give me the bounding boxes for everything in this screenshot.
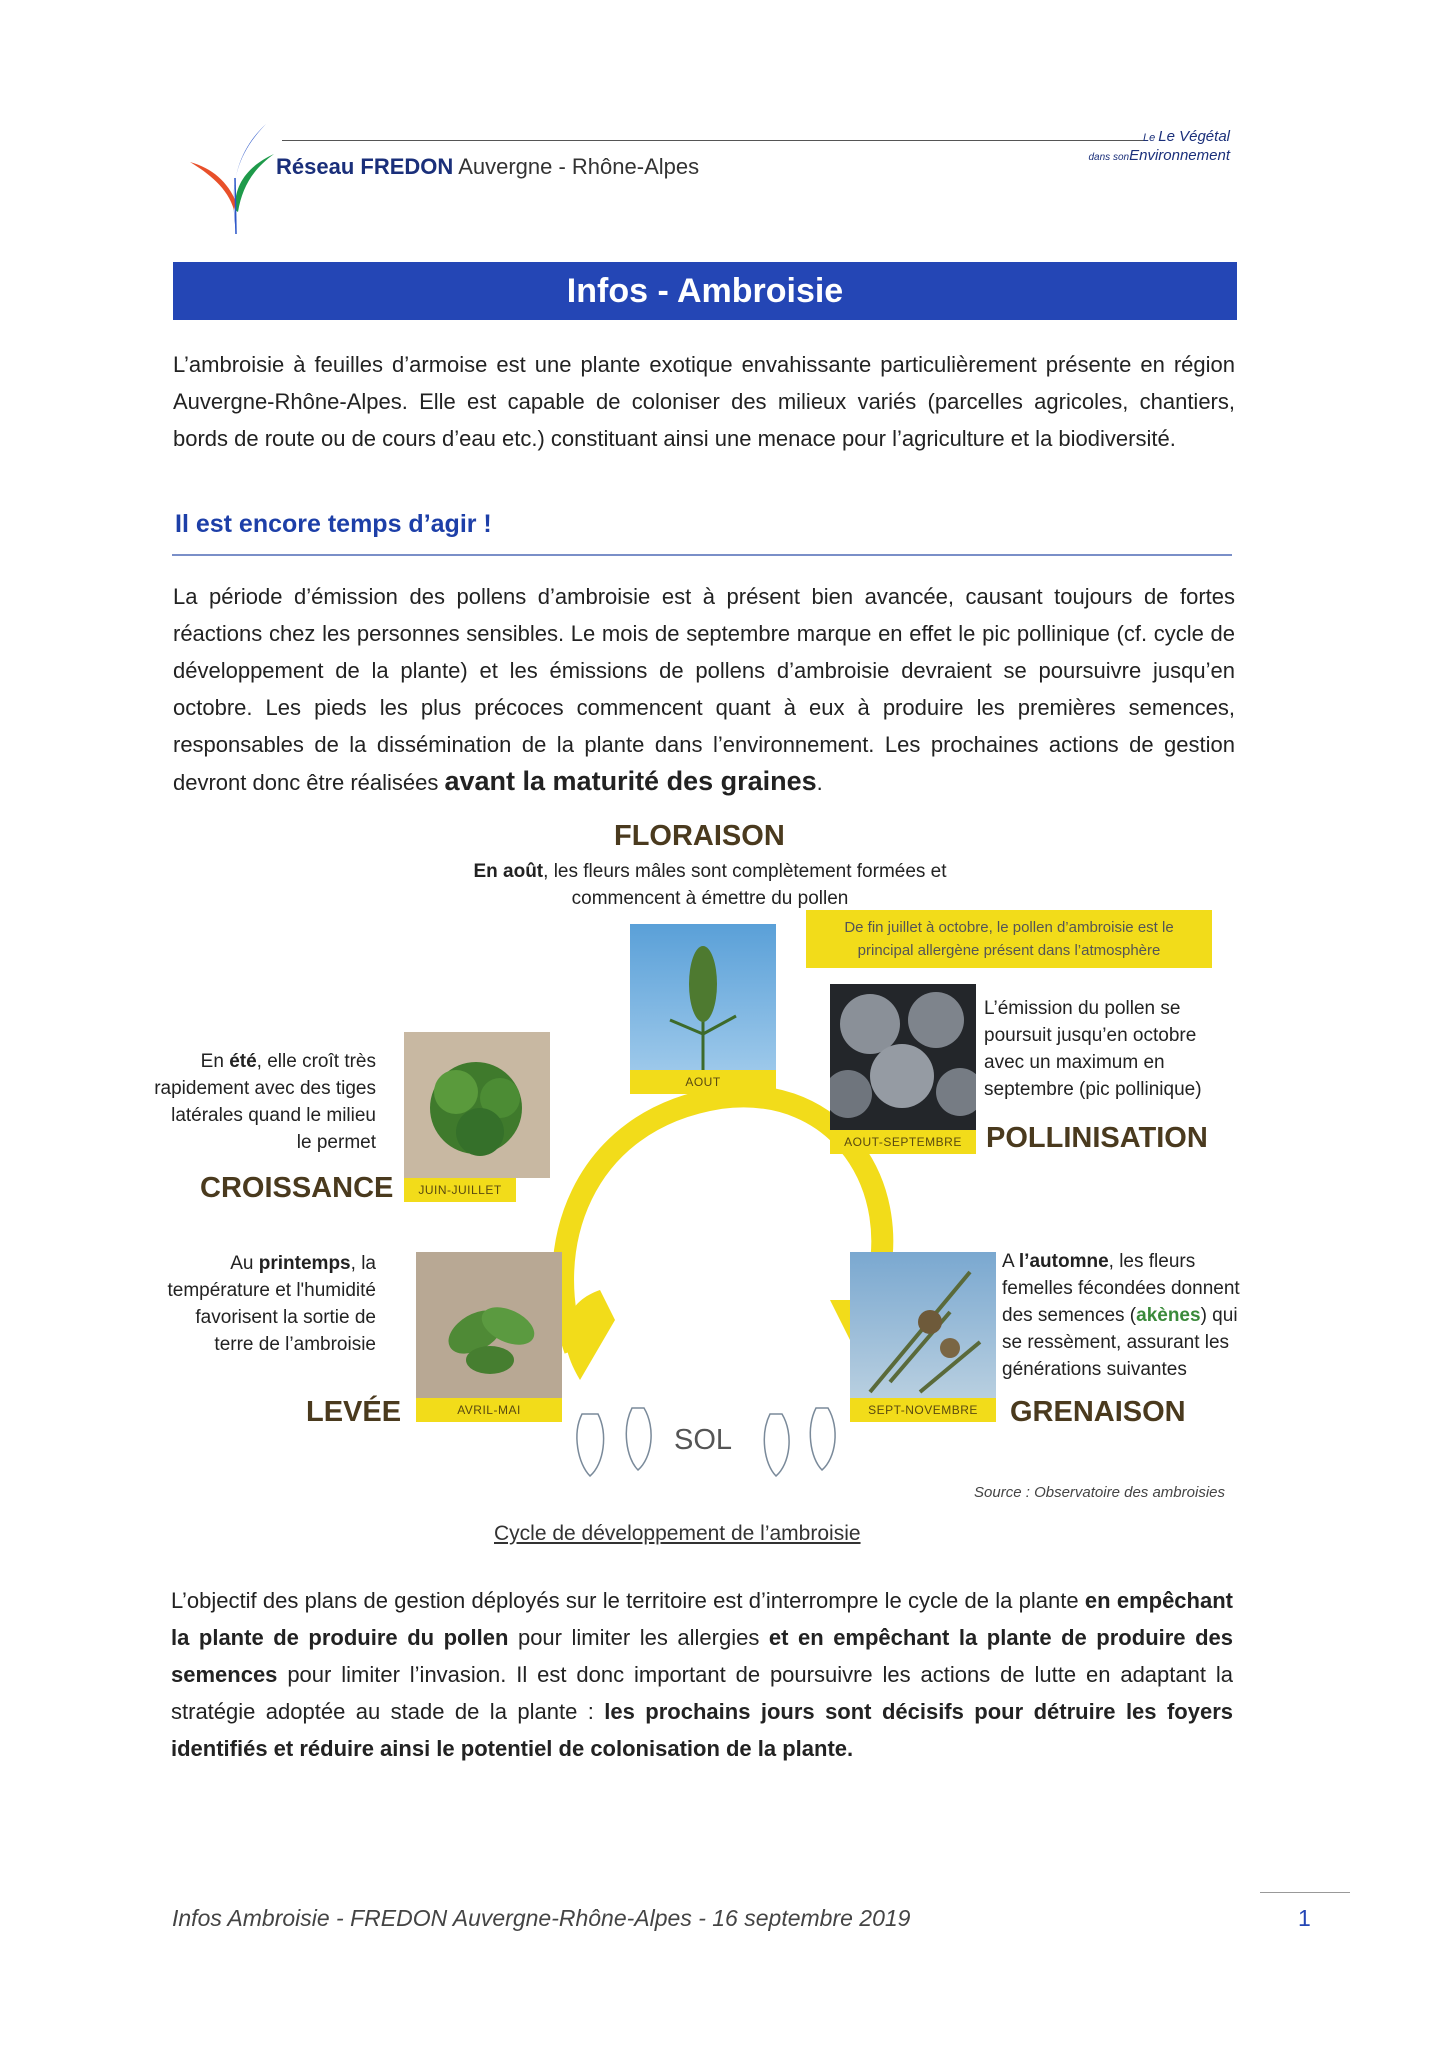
mgmt-t1: L’objectif des plans de gestion déployés sur le territoire est d’interrompre le cycle de la plante	[171, 1588, 1079, 1613]
grenaison-end: , les fleurs	[1108, 1251, 1196, 1272]
pollen-paragraph-text: La période d’émission des pollens d’ambroisie est à présent bien avancée, causant toujours de fortes réactions chez les personnes sensibles. Le mois de septembre marque en effet le pic pollinique (cf. cycle de développement de la plante) et les émissions de pollens d’ambroisie devraient se poursuivre jusqu’en octobre. Les pieds les plus précoces commencent quant à eux à produire les premières semences, responsables de la dissémination de la plante dans l’environnement. Les prochaines actions de gestion devront donc être réalisées	[173, 584, 1235, 795]
stage-croissance-title: CROISSANCE	[200, 1172, 394, 1204]
floraison-line2: commencent à émettre du pollen	[571, 888, 849, 909]
stage-floraison-title: FLORAISON	[614, 820, 785, 852]
org-region: Auvergne - Rhône-Alpes	[458, 154, 700, 179]
stage-levee-title: LEVÉE	[306, 1396, 402, 1428]
mgmt-b3: les prochains jours sont décisifs pour détruire les foyers identifiés et réduire ainsi le potentiel de colonisation de la plante.	[171, 1699, 1233, 1761]
croissance-desc-line: latérales quand le milieu	[171, 1105, 376, 1126]
akenes-term: akènes	[1136, 1305, 1201, 1326]
levee-desc-line: température et l'humidité	[167, 1280, 376, 1301]
pollinisation-desc-line: septembre (pic pollinique)	[984, 1079, 1202, 1100]
croissance-desc-line: rapidement avec des tiges	[154, 1078, 376, 1099]
stage-grenaison-title: GRENAISON	[1010, 1396, 1186, 1428]
grenaison-start: A	[1002, 1251, 1014, 1272]
floraison-description	[440, 858, 980, 912]
grenaison-photo	[850, 1252, 996, 1398]
grenaison-desc-line: femelles fécondées donnent	[1002, 1278, 1240, 1299]
grenaison-line3-start: des semences (	[1002, 1305, 1137, 1326]
croissance-bold: été	[229, 1051, 257, 1072]
pollinisation-tag: AOUT-SEPTEMBRE	[830, 1130, 976, 1154]
croissance-end: , elle croît très	[256, 1051, 376, 1072]
intro-paragraph: L’ambroisie à feuilles d’armoise est une plante exotique envahissante particulièrement présente en région Auvergne-Rhône-Alpes. Elle est capable de coloniser des milieux variés (parcelles agricoles, chantiers, bords de route ou de cours d’eau etc.) constituant ainsi une menace pour l’agriculture et la biodiversité.	[173, 352, 1235, 451]
header-rule	[282, 140, 1148, 141]
page-number: 1	[1298, 1905, 1311, 1931]
levee-bold: printemps	[258, 1253, 351, 1274]
grenaison-line3-end: ) qui	[1200, 1305, 1238, 1326]
header-org	[276, 154, 699, 180]
levee-description	[120, 1250, 376, 1358]
management-paragraph	[171, 1582, 1233, 1767]
levee-photo	[416, 1252, 562, 1398]
mgmt-b1: en empêchant la plante de produire du pollen	[171, 1588, 1233, 1650]
section-heading-rule	[172, 554, 1232, 556]
levee-start: Au	[230, 1253, 254, 1274]
croissance-start: En	[200, 1051, 224, 1072]
tagline-small: dans son	[1088, 152, 1130, 163]
stage-pollinisation-title: POLLINISATION	[986, 1122, 1208, 1154]
croissance-photo	[404, 1032, 550, 1178]
levee-tag: AVRIL-MAI	[416, 1398, 562, 1422]
croissance-tag: JUIN-JUILLET	[404, 1178, 516, 1202]
tagline-large: Environnement	[1129, 147, 1230, 164]
diagram-source: Source : Observatoire des ambroisies	[974, 1484, 1225, 1501]
callout-line1: De fin juillet à octobre, le pollen d’ambroisie est le	[844, 919, 1174, 936]
grenaison-bold: l’automne	[1018, 1251, 1109, 1272]
pollinisation-photo	[830, 984, 976, 1130]
pollen-callout	[806, 910, 1212, 968]
pollinisation-description	[984, 995, 1224, 1103]
floraison-tag: AOUT	[630, 1070, 776, 1094]
page-title-banner	[173, 262, 1237, 320]
callout-line2: principal allergène présent dans l’atmosphère	[857, 942, 1161, 959]
grenaison-desc-line: générations suivantes	[1002, 1359, 1187, 1380]
tagline-line1: Le Végétal	[1158, 128, 1230, 145]
mgmt-b2: et en empêchant la plante de produire des semences	[171, 1625, 1233, 1687]
croissance-desc-line: le permet	[296, 1132, 376, 1153]
page-number-rule	[1260, 1892, 1350, 1893]
croissance-description	[120, 1048, 376, 1156]
floraison-photo	[630, 924, 776, 1070]
pollinisation-desc-line: avec un maximum en	[984, 1052, 1165, 1073]
header-tagline: Le Le Végétal dans sonEnvironnement	[1088, 128, 1230, 164]
pollen-paragraph-end: .	[816, 770, 823, 795]
mgmt-t3: pour limiter l’invasion. Il est donc important de poursuivre les actions de lutte en adaptant la stratégie adoptée au stade de la plante :	[171, 1662, 1233, 1724]
grenaison-description	[1002, 1248, 1262, 1383]
sol-label: SOL	[674, 1424, 733, 1456]
pollen-paragraph-emphasis: avant la maturité des graines	[444, 766, 817, 796]
levee-end: , la	[350, 1253, 376, 1274]
floraison-rest: , les fleurs mâles sont complètement formées et	[543, 861, 947, 882]
mgmt-t2: pour limiter les allergies	[517, 1625, 760, 1650]
pollinisation-desc-line: poursuit jusqu’en octobre	[984, 1025, 1197, 1046]
grenaison-desc-line: se ressèment, assurant les	[1002, 1332, 1230, 1353]
levee-desc-line: terre de l’ambroisie	[214, 1334, 376, 1355]
levee-desc-line: favorisent la sortie de	[195, 1307, 376, 1328]
diagram-caption: Cycle de développement de l’ambroisie	[494, 1522, 861, 1545]
footer-text: Infos Ambroisie - FREDON Auvergne-Rhône-Alpes - 16 septembre 2019	[172, 1905, 911, 1931]
fredon-logo	[188, 118, 278, 236]
pollinisation-desc-line: L’émission du pollen se	[984, 998, 1181, 1019]
page-title: Infos - Ambroisie	[566, 271, 844, 310]
grenaison-tag: SEPT-NOVEMBRE	[850, 1398, 996, 1422]
floraison-bold: En août	[473, 861, 544, 882]
pollen-paragraph	[173, 578, 1235, 801]
org-name: Réseau FREDON	[276, 154, 454, 179]
section-heading: Il est encore temps d’agir !	[175, 510, 492, 538]
